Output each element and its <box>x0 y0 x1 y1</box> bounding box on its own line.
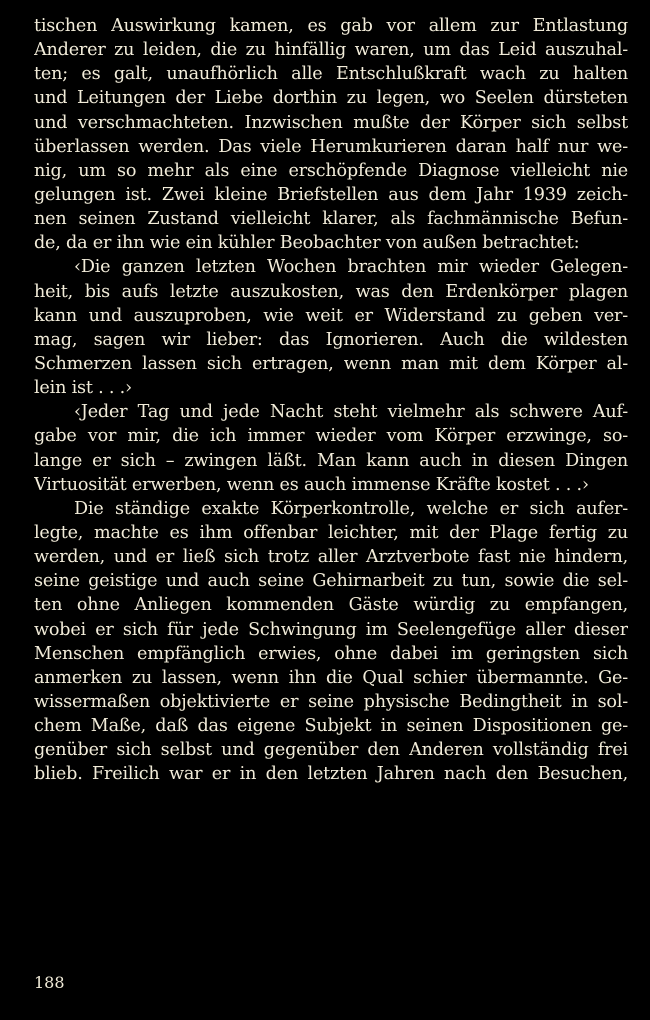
text-line: Menschen empfänglich erwies, ohne dabei im geringsten sich <box>34 643 628 664</box>
text-line: wobei er sich für jede Schwingung im Seelengefüge aller dieser <box>34 619 628 640</box>
text-line: überlassen werden. Das viele Herumkurieren daran half nur we- <box>34 136 628 157</box>
quote-line: ‹Jeder Tag und jede Nacht steht vielmehr als schwere Auf- <box>74 402 628 423</box>
text-line: tischen Auswirkung kamen, es gab vor allem zur Entlastung <box>34 16 628 36</box>
text-line: und verschmachteten. Inzwischen mußte der Körper sich selbst <box>34 112 628 133</box>
text-line: legte, machte es ihm offenbar leichter, mit der Plage fertig zu <box>34 522 628 543</box>
text-line: blieb. Freilich war er in den letzten Jahren nach den Besuchen, <box>34 764 628 785</box>
quote-line: mag, sagen wir lieber: das Ignorieren. Auch die wildesten <box>34 329 628 350</box>
text-line: anmerken zu lassen, wenn ihn die Qual schier übermannte. Ge- <box>34 667 628 688</box>
text-line: werden, und er ließ sich trotz aller Arztverbote fast nie hindern, <box>34 547 628 568</box>
text-line: seine geistige und auch seine Gehirnarbeit zu tun, sowie die sel- <box>34 571 628 592</box>
text-line: ten ohne Anliegen kommenden Gäste würdig zu empfangen, <box>34 595 628 616</box>
text-line: und Leitungen der Liebe dorthin zu legen, wo Seelen dürsteten <box>34 88 628 109</box>
text-line: ten; es galt, unaufhörlich alle Entschlußkraft wach zu halten <box>34 64 628 85</box>
text-line: gelungen ist. Zwei kleine Briefstellen aus dem Jahr 1939 zeich- <box>34 184 628 205</box>
quote-line: lange er sich – zwingen läßt. Man kann auch in diesen Dingen <box>34 450 628 471</box>
text-line: nen seinen Zustand vielleicht klarer, als fachmännische Befun- <box>34 209 628 230</box>
quote-line: lein ist . . .› <box>34 378 132 399</box>
text-line: genüber sich selbst und gegenüber den Anderen vollständig frei <box>34 740 628 761</box>
quote-line: gabe vor mir, die ich immer wieder vom Körper erzwinge, so- <box>34 426 628 447</box>
quote-line: Schmerzen lassen sich ertragen, wenn man mit dem Körper al- <box>34 353 628 374</box>
text-line: de, da er ihn wie ein kühler Beobachter von außen betrachtet: <box>34 233 580 254</box>
quote-line: heit, bis aufs letzte auszukosten, was den Erdenkörper plagen <box>34 281 628 302</box>
quote-line: ‹Die ganzen letzten Wochen brachten mir wieder Gelegen- <box>74 257 628 278</box>
text-line: nig, um so mehr als eine erschöpfende Diagnose vielleicht nie <box>34 160 628 181</box>
text-line: chem Maße, daß das eigene Subjekt in seinen Dispositionen ge- <box>34 716 628 737</box>
quote-line: kann und auszuproben, wie weit er Widerstand zu geben ver- <box>34 305 628 326</box>
text-line: Anderer zu leiden, die zu hinfällig waren, um das Leid auszuhal- <box>34 40 628 61</box>
text-line: wissermaßen objektivierte er seine physische Bedingtheit in sol- <box>34 691 628 712</box>
page-number: 188 <box>34 973 65 992</box>
quote-line: Virtuosität erwerben, wenn es auch immense Kräfte kostet . . .› <box>34 474 589 495</box>
text-line: Die ständige exakte Körperkontrolle, welche er sich aufer- <box>74 498 628 519</box>
body-text <box>34 14 628 787</box>
